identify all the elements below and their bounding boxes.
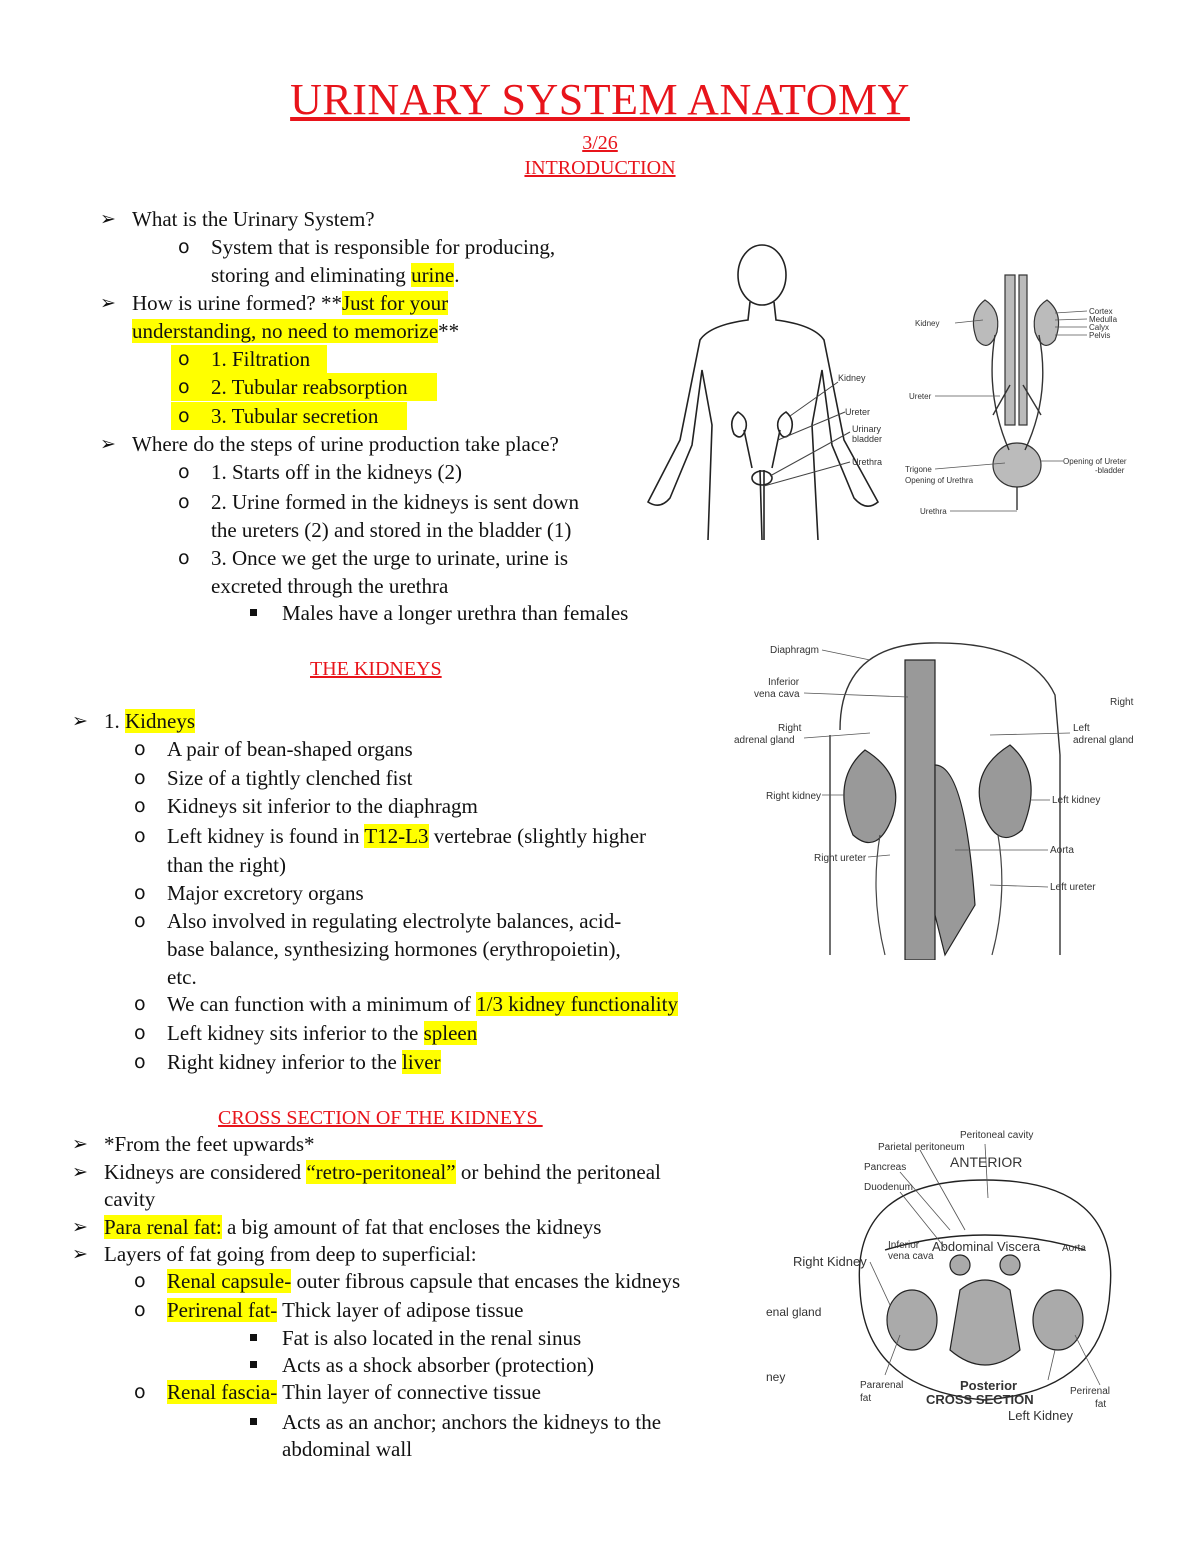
tract-figure-label: Opening of Ureter: [1063, 457, 1127, 466]
section-figure-label: Aorta: [1062, 1243, 1086, 1254]
intro-question-2: How is urine formed? **Just for your: [132, 291, 449, 315]
production-step-2-line-2: the ureters (2) and stored in the bladder (1): [211, 518, 572, 542]
section-figure-label: CROSS SECTION: [926, 1392, 1034, 1407]
abdomen-figure-label: adrenal gland: [1073, 735, 1134, 746]
abdomen-figure-label: adrenal gland: [734, 735, 795, 746]
circle-bullet-icon: o: [134, 882, 146, 904]
tract-figure-label: Ureter: [909, 392, 932, 401]
body-figure-label: Urethra: [852, 457, 883, 467]
tract-figure-label: Medulla: [1089, 315, 1118, 324]
circle-bullet-icon: o: [134, 1381, 146, 1403]
kidney-fact-6-line-1: Also involved in regulating electrolyte balances, acid-: [167, 909, 622, 933]
kidney-fact-6-line-3: etc.: [167, 965, 197, 989]
fat-layer-3: Renal fascia- Thin layer of connective tissue: [167, 1380, 541, 1404]
cross-point-2: Kidneys are considered “retro-peritoneal” or behind the peritoneal: [104, 1160, 661, 1184]
section-heading-kidneys: THE KIDNEYS: [310, 658, 442, 680]
fat-layer-3-note-line-1: Acts as an anchor; anchors the kidneys to the: [282, 1410, 662, 1434]
square-bullet-icon: [250, 1361, 257, 1368]
production-step-3-line-2: excreted through the urethra: [211, 574, 449, 598]
cross-point-4: Layers of fat going from deep to superficial:: [104, 1242, 477, 1266]
section-figure-label: Inferior: [888, 1240, 920, 1251]
circle-bullet-icon: o: [178, 348, 190, 370]
arrow-bullet-icon: ➢: [72, 1133, 88, 1155]
square-bullet-icon: [250, 609, 257, 616]
body-figure-label: Kidney: [838, 373, 866, 383]
step-tubular-reabsorption: 2. Tubular reabsorption: [211, 375, 408, 399]
page-title: URINARY SYSTEM ANATOMY: [290, 75, 910, 124]
kidney-fact-9: Right kidney inferior to the liver: [167, 1050, 441, 1074]
square-bullet-icon: [250, 1418, 257, 1425]
section-figure-label: Right Kidney: [793, 1254, 867, 1269]
circle-bullet-icon: o: [134, 825, 146, 847]
arrow-bullet-icon: ➢: [72, 710, 88, 732]
abdomen-figure-label: Diaphragm: [770, 645, 819, 656]
circle-bullet-icon: o: [178, 405, 190, 427]
kidney-fact-3: Kidneys sit inferior to the diaphragm: [167, 794, 478, 818]
section-figure-label: fat: [1095, 1399, 1107, 1410]
section-figure-label: Pancreas: [864, 1162, 907, 1173]
circle-bullet-icon: o: [134, 1270, 146, 1292]
intro-answer-1-line-1: System that is responsible for producing,: [211, 235, 556, 259]
section-heading-cross-section: CROSS SECTION OF THE KIDNEYS: [218, 1107, 543, 1129]
section-figure-label: ANTERIOR: [950, 1154, 1023, 1170]
fat-layer-1: Renal capsule- outer fibrous capsule that encases the kidneys: [167, 1269, 681, 1293]
urinary-tract-figure: [905, 265, 1135, 520]
abdomen-figure-label: Aorta: [1050, 845, 1074, 856]
kidney-fact-4-line-2: than the right): [167, 853, 286, 877]
circle-bullet-icon: o: [134, 738, 146, 760]
kidney-fact-1: A pair of bean-shaped organs: [167, 737, 413, 761]
cross-point-3: Para renal fat: a big amount of fat that encloses the kidneys: [104, 1215, 602, 1239]
section-figure-label: Peritoneal cavity: [960, 1130, 1034, 1141]
section-figure-label: Abdominal Viscera: [932, 1239, 1041, 1254]
abdomen-figure-label: Left: [1073, 723, 1090, 734]
circle-bullet-icon: o: [134, 910, 146, 932]
tract-figure-label: Pelvis: [1089, 331, 1111, 340]
kidneys-item: 1. Kidneys: [104, 709, 195, 733]
abdomen-figure-label: Right: [778, 723, 802, 734]
section-figure-label: ney: [766, 1370, 786, 1384]
kidneys-anterior-figure: [730, 635, 1145, 960]
circle-bullet-icon: o: [134, 795, 146, 817]
section-figure-label: Pararenal: [860, 1380, 904, 1391]
tract-figure-label: Urethra: [920, 507, 947, 516]
abdomen-figure-label: vena cava: [754, 689, 800, 700]
date-label: 3/26: [582, 132, 618, 154]
section-figure-label: Parietal peritoneum: [878, 1142, 965, 1153]
tract-figure-label: Cortex: [1089, 307, 1113, 316]
intro-question-3: Where do the steps of urine production take place?: [132, 432, 559, 456]
cross-point-2-line-2: cavity: [104, 1187, 156, 1211]
circle-bullet-icon: o: [178, 491, 190, 513]
kidney-cross-section-figure: [760, 1120, 1140, 1430]
arrow-bullet-icon: ➢: [100, 292, 116, 314]
circle-bullet-icon: o: [134, 1051, 146, 1073]
abdomen-figure-label: Left kidney: [1052, 795, 1101, 806]
abdomen-figure-label: Left ureter: [1050, 882, 1096, 893]
tract-figure-label: -bladder: [1095, 466, 1125, 475]
fat-layer-2-note-2: Acts as a shock absorber (protection): [282, 1353, 594, 1377]
intro-answer-1-line-2: storing and eliminating urine.: [211, 263, 460, 287]
cross-point-1: *From the feet upwards*: [104, 1132, 315, 1156]
urethra-note: Males have a longer urethra than females: [282, 601, 629, 625]
circle-bullet-icon: o: [178, 376, 190, 398]
fat-layer-3-note-line-2: abdominal wall: [282, 1437, 413, 1461]
circle-bullet-icon: o: [178, 461, 190, 483]
section-figure-label: fat: [860, 1393, 872, 1404]
circle-bullet-icon: o: [134, 993, 146, 1015]
abdomen-figure-label: Right ureter: [814, 853, 867, 864]
tract-figure-label: Kidney: [915, 319, 940, 328]
fat-layer-2-note-1: Fat is also located in the renal sinus: [282, 1326, 582, 1350]
circle-bullet-icon: o: [178, 236, 190, 258]
abdomen-figure-label: Inferior: [768, 677, 800, 688]
kidney-fact-2: Size of a tightly clenched fist: [167, 766, 413, 790]
kidney-fact-5: Major excretory organs: [167, 881, 364, 905]
kidney-fact-4: Left kidney is found in T12-L3 vertebrae (slightly higher: [167, 824, 647, 848]
step-filtration: 1. Filtration: [211, 347, 311, 371]
fat-layer-2: Perirenal fat- Thick layer of adipose tissue: [167, 1298, 524, 1322]
section-figure-label: Posterior: [960, 1378, 1018, 1393]
section-figure-label: vena cava: [888, 1251, 934, 1262]
arrow-bullet-icon: ➢: [100, 208, 116, 230]
abdomen-figure-label: Right: [1110, 697, 1134, 708]
step-tubular-secretion: 3. Tubular secretion: [211, 404, 379, 428]
kidney-fact-7: We can function with a minimum of 1/3 kidney functionality: [167, 992, 678, 1016]
body-urinary-figure: [640, 240, 890, 540]
arrow-bullet-icon: ➢: [100, 433, 116, 455]
highlight-urine: urine: [411, 263, 455, 287]
section-heading-introduction: INTRODUCTION: [524, 157, 676, 179]
circle-bullet-icon: o: [178, 547, 190, 569]
tract-figure-label: Calyx: [1089, 323, 1110, 332]
body-figure-label: Urinary: [852, 424, 882, 434]
intro-question-1: What is the Urinary System?: [132, 207, 375, 231]
circle-bullet-icon: o: [134, 1299, 146, 1321]
production-step-3-line-1: 3. Once we get the urge to urinate, urine is: [211, 546, 569, 570]
body-figure-label: Ureter: [845, 407, 871, 417]
kidney-fact-6-line-2: base balance, synthesizing hormones (erythropoietin),: [167, 937, 621, 961]
tract-figure-label: Opening of Urethra: [905, 476, 974, 485]
section-figure-label: Left Kidney: [1008, 1408, 1074, 1423]
production-step-2-line-1: 2. Urine formed in the kidneys is sent down: [211, 490, 580, 514]
tract-figure-label: Trigone: [905, 465, 932, 474]
arrow-bullet-icon: ➢: [72, 1243, 88, 1265]
arrow-bullet-icon: ➢: [72, 1161, 88, 1183]
production-step-1: 1. Starts off in the kidneys (2): [211, 460, 462, 484]
arrow-bullet-icon: ➢: [72, 1216, 88, 1238]
circle-bullet-icon: o: [134, 1022, 146, 1044]
intro-question-2-line-2: understanding, no need to memorize**: [132, 319, 460, 343]
kidney-fact-8: Left kidney sits inferior to the spleen: [167, 1021, 478, 1045]
section-figure-label: Perirenal: [1070, 1386, 1111, 1397]
abdomen-figure-label: Right kidney: [766, 791, 822, 802]
body-figure-label: bladder: [852, 434, 883, 444]
square-bullet-icon: [250, 1334, 257, 1341]
section-figure-label: Duodenum: [864, 1182, 913, 1193]
circle-bullet-icon: o: [134, 767, 146, 789]
section-figure-label: enal gland: [766, 1305, 822, 1319]
